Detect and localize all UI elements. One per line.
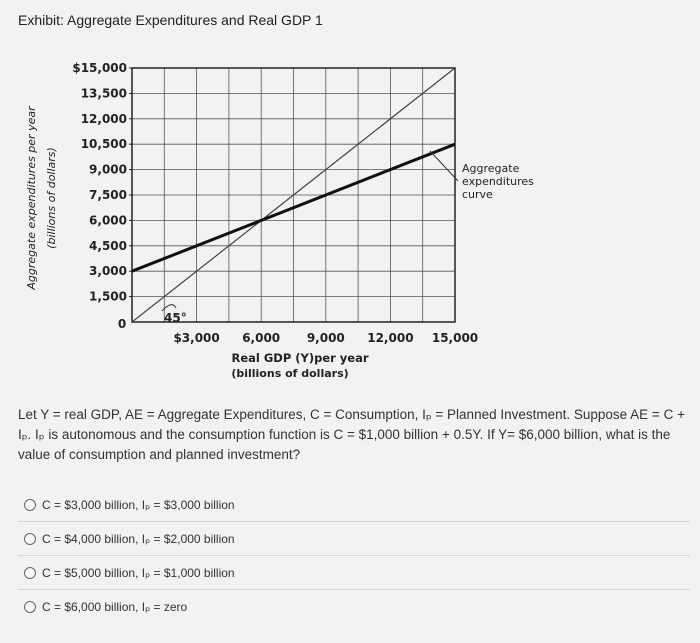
choice-label: C = $4,000 billion, Iₚ = $2,000 billion bbox=[42, 531, 235, 546]
y-tick-label: 3,000 bbox=[89, 264, 127, 279]
y-axis-label bbox=[25, 105, 58, 291]
choice-a[interactable] bbox=[18, 488, 690, 521]
y-axis-label-line1: Aggregate expenditures per year bbox=[25, 106, 38, 290]
choice-label: C = $6,000 billion, Iₚ = zero bbox=[42, 599, 188, 614]
radio-button-icon[interactable] bbox=[24, 567, 36, 579]
annotation-line3: curve bbox=[462, 188, 493, 201]
annotation-line2: expenditures bbox=[462, 175, 534, 188]
origin-label: 0 bbox=[117, 317, 127, 331]
answer-choices bbox=[18, 488, 690, 623]
angle-label: 45° bbox=[164, 311, 187, 325]
exhibit-title: Exhibit: Aggregate Expenditures and Real GDP 1 bbox=[18, 12, 323, 28]
y-tick-label: $15,000 bbox=[72, 61, 127, 75]
y-axis-label-line2: (billions of dollars) bbox=[45, 147, 58, 249]
curve-annotation bbox=[430, 151, 534, 201]
x-tick-label: 12,000 bbox=[367, 331, 414, 345]
annotation-pointer bbox=[430, 151, 458, 181]
annotation-line1: Aggregate bbox=[462, 162, 520, 175]
x-tick-label: 6,000 bbox=[242, 331, 281, 345]
x-tick-label: $3,000 bbox=[173, 331, 220, 345]
choice-label: C = $3,000 billion, Iₚ = $3,000 billion bbox=[42, 497, 235, 512]
y-tick-label: 7,500 bbox=[89, 188, 127, 202]
x-tick-labels bbox=[173, 331, 478, 345]
radio-button-icon[interactable] bbox=[24, 601, 36, 613]
choice-d[interactable] bbox=[18, 589, 690, 623]
y-tick-label: 1,500 bbox=[89, 289, 127, 304]
y-tick-labels bbox=[72, 61, 132, 304]
x-tick-label: 15,000 bbox=[431, 331, 479, 345]
x-tick-label: 9,000 bbox=[306, 331, 345, 345]
choice-label: C = $5,000 billion, Iₚ = $1,000 billion bbox=[42, 565, 235, 580]
radio-button-icon[interactable] bbox=[24, 499, 36, 511]
y-tick-label: 10,500 bbox=[80, 137, 127, 152]
y-tick-label: 4,500 bbox=[89, 238, 127, 253]
y-tick-label: 12,000 bbox=[80, 111, 127, 126]
y-tick-label: 9,000 bbox=[89, 162, 127, 177]
question-text: Let Y = real GDP, AE = Aggregate Expenditures, C = Consumption, Iₚ = Planned Investment. Suppose AE = C + Iₚ. Iₚ is autonomous and the consumption function is C = $1,000 billion + 0.5Y. If Y= $6,000 billion, what is the value of consumption and planned investment? bbox=[18, 407, 685, 462]
x-axis-label-line2: (billions of dollars) bbox=[231, 367, 349, 380]
choice-b[interactable] bbox=[18, 521, 690, 555]
choice-c[interactable] bbox=[18, 555, 690, 589]
y-tick-label: 13,500 bbox=[80, 86, 127, 101]
y-tick-label: 6,000 bbox=[89, 213, 127, 228]
radio-button-icon[interactable] bbox=[24, 533, 36, 545]
x-axis-label-line1: Real GDP (Y)per year bbox=[231, 351, 369, 365]
